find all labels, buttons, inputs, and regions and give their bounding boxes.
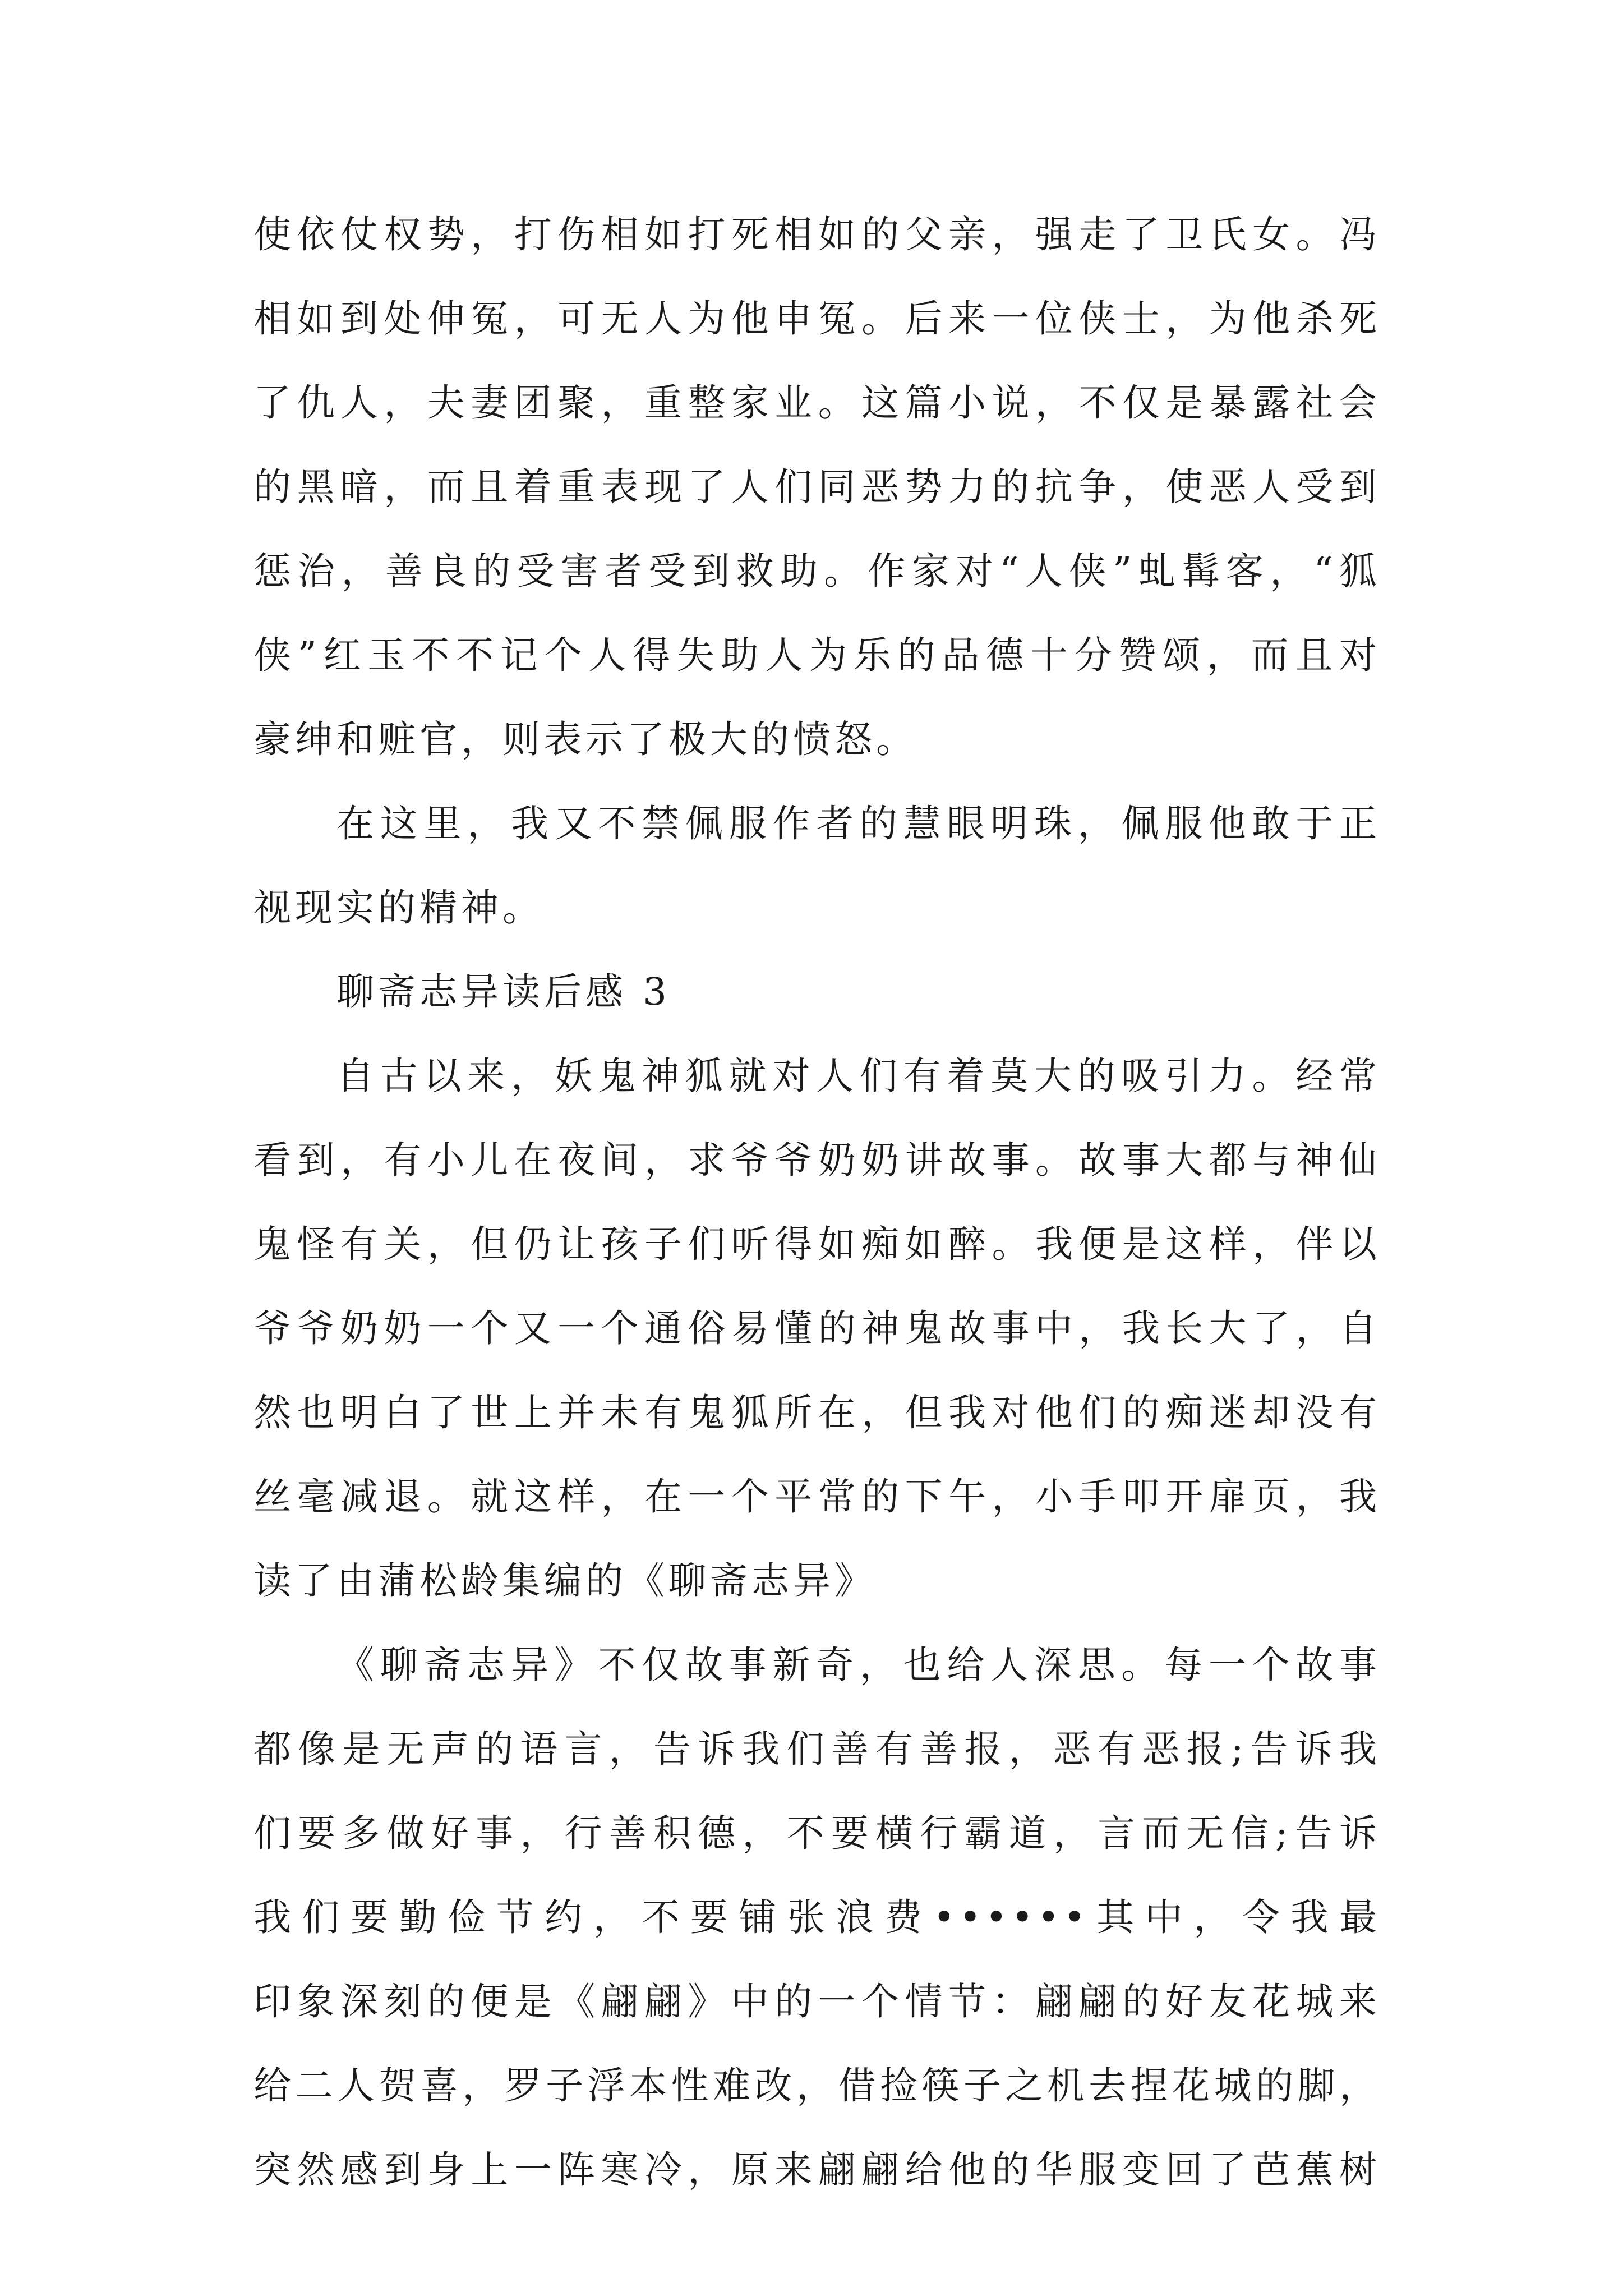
text-line: 都像是无声的语言，告诉我们善有善报，恶有恶报;告诉我 xyxy=(253,1727,1381,1771)
text-line: 侠”红玉不不记个人得失助人为乐的品德十分赞颂，而且对 xyxy=(253,633,1381,677)
text-line: 《聊斋志异》不仅故事新奇，也给人深思。每一个故事 xyxy=(336,1643,1381,1687)
text-line: 了仇人，夫妻团聚，重整家业。这篇小说，不仅是暴露社会 xyxy=(253,381,1381,425)
text-line: 给二人贺喜，罗子浮本性难改，借捡筷子之机去捏花城的脚， xyxy=(253,2064,1381,2108)
text-line: 看到，有小儿在夜间，求爷爷奶奶讲故事。故事大都与神仙 xyxy=(253,1138,1381,1182)
text-line: 豪绅和赃官，则表示了极大的愤怒。 xyxy=(253,717,917,761)
paragraph xyxy=(253,192,1381,781)
text-line: 们要多做好事，行善积德，不要横行霸道，言而无信;告诉 xyxy=(253,1811,1381,1855)
text-line: 鬼怪有关，但仍让孩子们听得如痴如醉。我便是这样，伴以 xyxy=(253,1222,1381,1266)
text-line: 惩治，善良的受害者受到救助。作家对“人侠”虬髯客，“狐 xyxy=(253,549,1381,593)
text-line: 自古以来，妖鬼神狐就对人们有着莫大的吸引力。经常 xyxy=(336,1054,1381,1098)
text-line: 印象深刻的便是《翩翩》中的一个情节：翩翩的好友花城来 xyxy=(253,1980,1381,2023)
text-line: 爷爷奶奶一个又一个通俗易懂的神鬼故事中，我长大了，自 xyxy=(253,1306,1381,1350)
text-line: 我们要勤俭节约，不要铺张浪费••••••其中，令我最 xyxy=(253,1895,1381,1939)
section-heading xyxy=(253,950,1381,1034)
paragraph xyxy=(253,1623,1381,2212)
document-body xyxy=(253,192,1381,2212)
text-line: 丝毫减退。就这样，在一个平常的下午，小手叩开扉页，我 xyxy=(253,1475,1381,1519)
text-line: 然也明白了世上并未有鬼狐所在，但我对他们的痴迷却没有 xyxy=(253,1391,1381,1434)
paragraph xyxy=(253,781,1381,950)
text-line: 的黑暗，而且着重表现了人们同恶势力的抗争，使恶人受到 xyxy=(253,465,1381,509)
text-line: 相如到处伸冤，可无人为他申冤。后来一位侠士，为他杀死 xyxy=(253,297,1381,341)
text-line: 突然感到身上一阵寒冷，原来翩翩给他的华服变回了芭蕉树 xyxy=(253,2148,1381,2192)
text-line: 视现实的精神。 xyxy=(253,886,544,930)
text-line: 读了由蒲松龄集编的《聊斋志异》 xyxy=(253,1559,876,1603)
text-line: 在这里，我又不禁佩服作者的慧眼明珠，佩服他敢于正 xyxy=(336,802,1381,845)
paragraph xyxy=(253,1034,1381,1623)
section-title: 聊斋志异读后感 3 xyxy=(336,970,671,1014)
text-line: 使依仗权势，打伤相如打死相如的父亲，强走了卫氏女。冯 xyxy=(253,213,1381,256)
